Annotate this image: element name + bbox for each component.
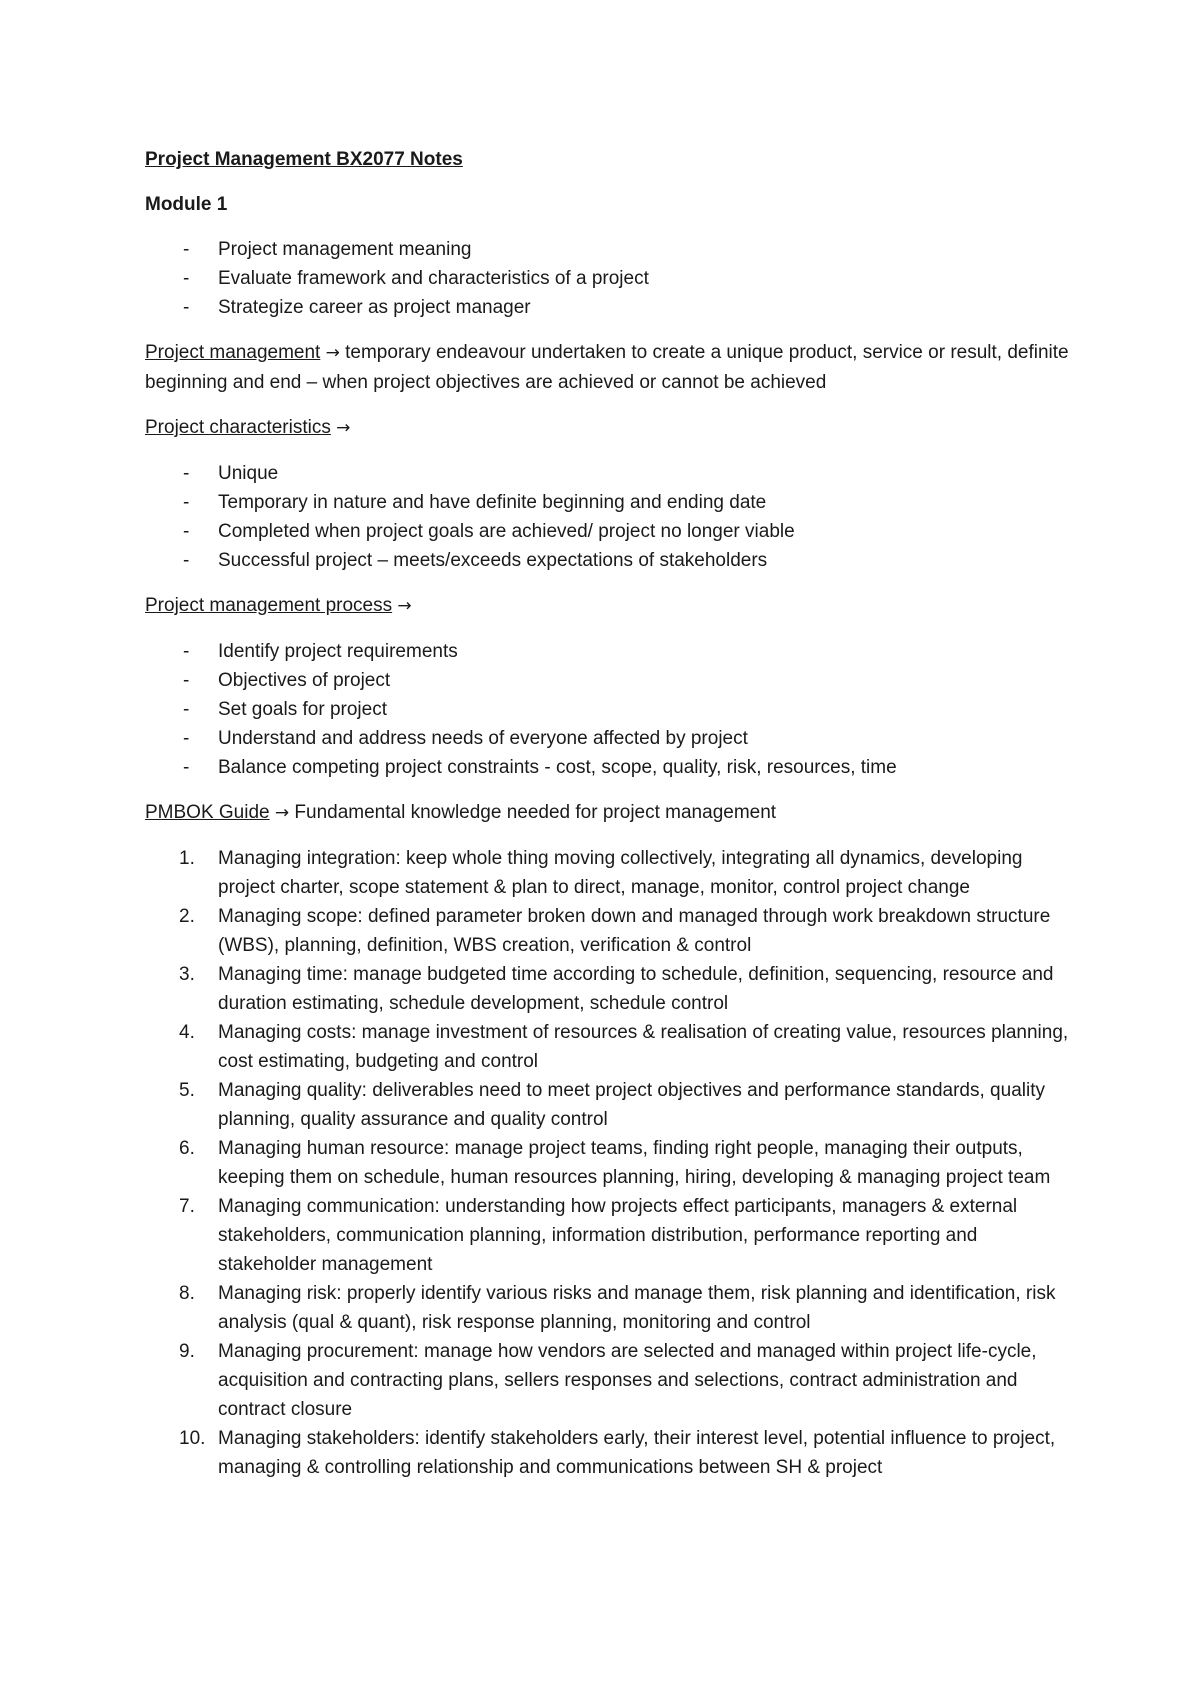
arrow-icon: → — [397, 596, 412, 616]
list-item: - Temporary in nature and have definite beginning and ending date — [145, 488, 1075, 517]
pm-definition-paragraph — [145, 338, 1075, 397]
pmbok-term: PMBOK Guide — [145, 802, 270, 823]
list-item-text: Managing procurement: manage how vendors are selected and managed within project life-cycle, acquisition and contracting plans, sellers responses and selections, contract administration and contract closure — [218, 1341, 1037, 1420]
list-item — [145, 960, 1075, 1018]
list-number: 7. — [179, 1196, 195, 1217]
list-item-text: Managing stakeholders: identify stakeholders early, their interest level, potential influence to project, managing & controlling relationship and communications between SH & project — [218, 1428, 1056, 1478]
list-item — [145, 1192, 1075, 1279]
list-item-text: Managing scope: defined parameter broken down and managed through work breakdown structure (WBS), planning, definition, WBS creation, verification & control — [218, 906, 1051, 956]
list-number: 10. — [179, 1428, 206, 1449]
list-item-text: Managing costs: manage investment of resources & realisation of creating value, resources planning, cost estimating, budgeting and control — [218, 1022, 1069, 1072]
list-number: 5. — [179, 1080, 195, 1101]
list-item: - Project management meaning — [145, 235, 1075, 264]
list-item — [145, 1076, 1075, 1134]
list-item: - Evaluate framework and characteristics of a project — [145, 264, 1075, 293]
process-heading — [145, 591, 1075, 621]
arrow-icon: → — [336, 418, 351, 438]
list-number: 6. — [179, 1138, 195, 1159]
list-item-text: Managing communication: understanding how projects effect participants, managers & external stakeholders, communication planning, information distribution, performance reporting and stakeholder management — [218, 1196, 1018, 1275]
characteristics-heading — [145, 413, 1075, 443]
module-objectives-list — [145, 235, 1075, 322]
list-item-text: Managing human resource: manage project teams, finding right people, managing their outputs, keeping them on schedule, human resources planning, hiring, developing & managing project team — [218, 1138, 1051, 1188]
list-item — [145, 1018, 1075, 1076]
process-term: Project management process — [145, 595, 393, 616]
list-item: - Unique — [145, 459, 1075, 488]
document-body — [145, 145, 1075, 1482]
pmbok-paragraph — [145, 798, 1075, 828]
pm-definition-term: Project management — [145, 342, 321, 363]
list-item: - Completed when project goals are achieved/ project no longer viable — [145, 517, 1075, 546]
characteristics-list — [145, 459, 1075, 575]
list-item-text: Managing time: manage budgeted time according to schedule, definition, sequencing, resource and duration estimating, schedule development, schedule control — [218, 964, 1054, 1014]
list-item-text: Managing risk: properly identify various risks and manage them, risk planning and identification, risk analysis (qual & quant), risk response planning, monitoring and control — [218, 1283, 1056, 1333]
list-item — [145, 1337, 1075, 1424]
list-item-text: Managing quality: deliverables need to meet project objectives and performance standards, quality planning, quality assurance and quality control — [218, 1080, 1045, 1130]
list-number: 9. — [179, 1341, 195, 1362]
pmbok-knowledge-areas-list — [145, 844, 1075, 1482]
list-number: 4. — [179, 1022, 195, 1043]
list-item — [145, 902, 1075, 960]
process-list — [145, 637, 1075, 782]
pm-definition-text: temporary endeavour undertaken to create a unique product, service or result, definite beginning and end – when project objectives are achieved or cannot be achieved — [145, 342, 1069, 393]
characteristics-term: Project characteristics — [145, 417, 331, 438]
list-number: 2. — [179, 906, 195, 927]
list-item: - Successful project – meets/exceeds expectations of stakeholders — [145, 546, 1075, 575]
pmbok-text: Fundamental knowledge needed for project management — [289, 802, 777, 823]
list-item: - Balance competing project constraints - cost, scope, quality, risk, resources, time — [145, 753, 1075, 782]
document-title: Project Management BX2077 Notes — [145, 149, 463, 170]
list-item: - Set goals for project — [145, 695, 1075, 724]
list-item: - Strategize career as project manager — [145, 293, 1075, 322]
list-item-text: Managing integration: keep whole thing moving collectively, integrating all dynamics, developing project charter, scope statement & plan to direct, manage, monitor, control project change — [218, 848, 1023, 898]
list-number: 8. — [179, 1283, 195, 1304]
module-heading: Module 1 — [145, 194, 228, 215]
list-item — [145, 1279, 1075, 1337]
list-item — [145, 844, 1075, 902]
arrow-icon: → — [325, 343, 340, 363]
list-item — [145, 1424, 1075, 1482]
list-item: - Identify project requirements — [145, 637, 1075, 666]
list-item: - Understand and address needs of everyone affected by project — [145, 724, 1075, 753]
arrow-icon: → — [274, 803, 290, 823]
list-number: 1. — [179, 848, 195, 869]
list-number: 3. — [179, 964, 195, 985]
list-item — [145, 1134, 1075, 1192]
list-item: - Objectives of project — [145, 666, 1075, 695]
